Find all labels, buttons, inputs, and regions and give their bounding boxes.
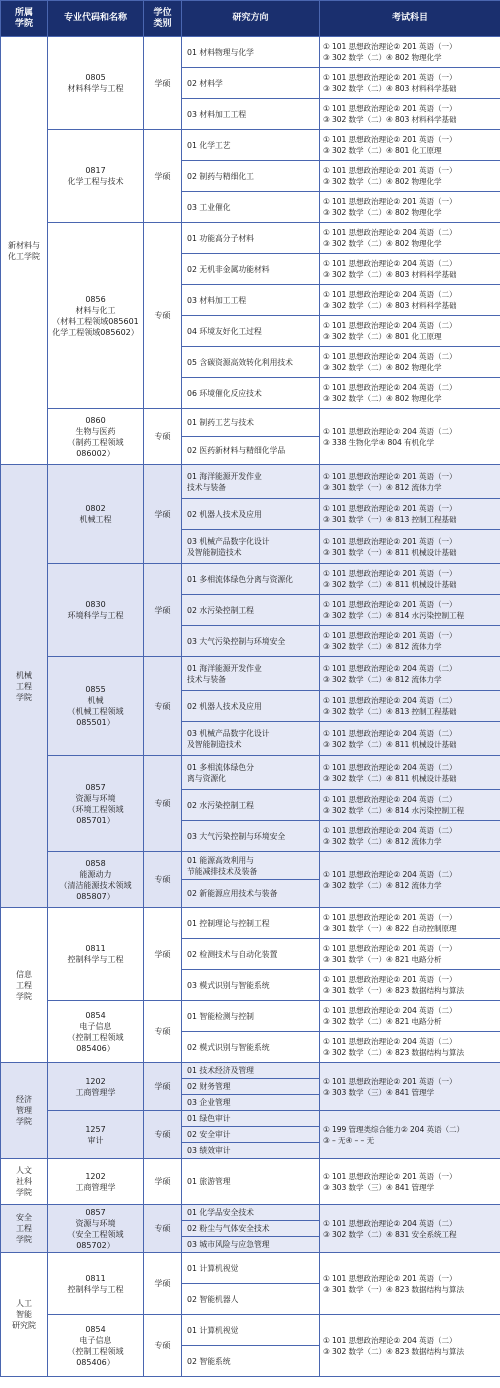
exam-cell: ① 101 思想政治理论② 204 英语（二） ③ 302 数学（二）④ 802 物理化学 [320,347,500,378]
table-row [1,465,500,499]
table-row [1,409,500,437]
college-cell: 机械 工程 学院 [1,465,48,908]
exam-cell: ① 101 思想政治理论② 204 英语（二） ③ 302 数学（二）④ 821 电路分析 [320,1001,500,1032]
table-row [1,130,500,161]
exam-cell: ① 101 思想政治理论② 201 英语（一） ③ 301 数学（一）④ 821 电路分析 [320,939,500,970]
header-row [1,1,500,37]
major-cell: 0860 生物与医药 （制药工程领域 086002） [48,409,144,465]
exam-cell: ① 101 思想政治理论② 204 英语（二） ③ 302 数学（二）④ 812 流体力学 [320,852,500,908]
major-cell: 0858 能源动力 （清洁能源技术领域 085807） [48,852,144,908]
direction-cell: 01 多相流体绿色分 离与资源化 [182,756,320,790]
exam-cell: ① 101 思想政治理论② 201 英语（一） ③ 301 数学（一）④ 822 自动控制原理 [320,908,500,939]
degree-type-cell: 专硕 [144,1315,182,1377]
exam-cell: ① 199 管理类综合能力② 204 英语（二） ③ – 无④ – – 无 [320,1111,500,1159]
exam-cell: ① 101 思想政治理论② 201 英语（一） ③ 302 数学（二）④ 801 化工原理 [320,130,500,161]
exam-cell: ① 101 思想政治理论② 204 英语（二） ③ 338 生物化学④ 804 有机化学 [320,409,500,465]
header-exam: 考试科目 [320,1,500,37]
direction-cell: 02 制药与精细化工 [182,161,320,192]
degree-type-cell: 学硕 [144,37,182,130]
direction-cell: 02 智能系统 [182,1346,320,1377]
direction-cell: 01 智能检测与控制 [182,1001,320,1032]
exam-cell: ① 101 思想政治理论② 204 英语（二） ③ 302 数学（二）④ 812 流体力学 [320,657,500,691]
direction-cell: 03 机械产品数字化设计 及智能制造技术 [182,530,320,564]
exam-cell: ① 101 思想政治理论② 201 英语（一） ③ 302 数学（二）④ 802 物理化学 [320,37,500,68]
degree-type-cell: 专硕 [144,1111,182,1159]
major-cell: 0857 资源与环境 （环境工程领域 085701） [48,756,144,852]
major-cell: 0857 资源与环境 （安全工程领域 085702） [48,1205,144,1253]
exam-cell: ① 101 思想政治理论② 201 英语（一） ③ 302 数学（二）④ 811 机械设计基础 [320,564,500,595]
exam-cell: ① 101 思想政治理论② 201 英语（一） ③ 302 数学（二）④ 803 材料科学基础 [320,99,500,130]
direction-cell: 01 多相流体绿色分离与资源化 [182,564,320,595]
degree-type-cell: 专硕 [144,852,182,908]
direction-cell: 02 水污染控制工程 [182,595,320,626]
major-cell: 0811 控制科学与工程 [48,1253,144,1315]
exam-cell: ① 101 思想政治理论② 201 英语（一） ③ 301 数学（一）④ 812 流体力学 [320,465,500,499]
degree-type-cell: 学硕 [144,564,182,657]
direction-cell: 01 能源高效利用与 节能减排技术及装备 [182,852,320,880]
direction-cell: 02 智能机器人 [182,1284,320,1315]
direction-cell: 03 大气污染控制与环境安全 [182,626,320,657]
table-row [1,1205,500,1221]
direction-cell: 03 企业管理 [182,1095,320,1111]
table-row [1,756,500,790]
direction-cell: 02 检测技术与自动化装置 [182,939,320,970]
exam-cell: ① 101 思想政治理论② 204 英语（二） ③ 302 数学（二）④ 813 控制工程基础 [320,691,500,722]
exam-cell: ① 101 思想政治理论② 201 英语（一） ③ 301 数学（一）④ 823 数据结构与算法 [320,970,500,1001]
major-cell: 0817 化学工程与技术 [48,130,144,223]
major-cell: 0811 控制科学与工程 [48,908,144,1001]
major-cell: 0805 材料科学与工程 [48,37,144,130]
header-college: 所属 学院 [1,1,48,37]
table-row [1,223,500,254]
table-row [1,657,500,691]
major-cell: 1202 工商管理学 [48,1159,144,1205]
college-cell: 安全 工程 学院 [1,1205,48,1253]
table-row [1,908,500,939]
degree-type-cell: 学硕 [144,1063,182,1111]
direction-cell: 02 无机非金属功能材料 [182,254,320,285]
exam-cell: ① 101 思想政治理论② 204 英语（二） ③ 302 数学（二）④ 803 材料科学基础 [320,254,500,285]
exam-cell: ① 101 思想政治理论② 201 英语（一） ③ 302 数学（二）④ 802 物理化学 [320,192,500,223]
major-cell: 1202 工商管理学 [48,1063,144,1111]
degree-type-cell: 学硕 [144,908,182,1001]
table-row [1,564,500,595]
table-row [1,1253,500,1284]
direction-cell: 02 材料学 [182,68,320,99]
exam-cell: ① 101 思想政治理论② 204 英语（二） ③ 302 数学（二）④ 811 机械设计基础 [320,722,500,756]
exam-cell: ① 101 思想政治理论② 201 英语（一） ③ 302 数学（二）④ 812 流体力学 [320,626,500,657]
exam-cell: ① 101 思想政治理论② 201 英语（一） ③ 303 数学（三）④ 841 管理学 [320,1063,500,1111]
table-row [1,1315,500,1346]
table-row [1,1001,500,1032]
direction-cell: 03 机械产品数字化设计 及智能制造技术 [182,722,320,756]
direction-cell: 01 技术经济及管理 [182,1063,320,1079]
direction-cell: 02 安全审计 [182,1127,320,1143]
degree-type-cell: 专硕 [144,223,182,409]
exam-cell: ① 101 思想政治理论② 201 英语（一） ③ 301 数学（一）④ 811 机械设计基础 [320,530,500,564]
direction-cell: 01 绿色审计 [182,1111,320,1127]
major-cell: 0854 电子信息 （控制工程领域 085406） [48,1315,144,1377]
direction-cell: 01 计算机视觉 [182,1253,320,1284]
major-cell: 0855 机械 （机械工程领域 085501） [48,657,144,756]
direction-cell: 01 材料物理与化学 [182,37,320,68]
direction-cell: 02 机器人技术及应用 [182,691,320,722]
direction-cell: 03 材料加工工程 [182,99,320,130]
degree-type-cell: 专硕 [144,409,182,465]
table-row [1,1159,500,1205]
exam-cell: ① 101 思想政治理论② 201 英语（一） ③ 302 数学（二）④ 802 物理化学 [320,161,500,192]
exam-cell: ① 101 思想政治理论② 201 英语（一） ③ 303 数学（三）④ 841 管理学 [320,1159,500,1205]
exam-cell: ① 101 思想政治理论② 201 英语（一） ③ 301 数学（一）④ 813 控制工程基础 [320,499,500,530]
direction-cell: 05 含碳资源高效转化利用技术 [182,347,320,378]
table-row [1,852,500,880]
major-cell: 0854 电子信息 （控制工程领域 085406） [48,1001,144,1063]
direction-cell: 04 环境友好化工过程 [182,316,320,347]
college-cell: 人工 智能 研究院 [1,1253,48,1377]
direction-cell: 03 绩效审计 [182,1143,320,1159]
exam-cell: ① 101 思想政治理论② 204 英语（二） ③ 302 数学（二）④ 814 水污染控制工程 [320,790,500,821]
exam-cell: ① 101 思想政治理论② 204 英语（二） ③ 302 数学（二）④ 811 机械设计基础 [320,756,500,790]
exam-cell: ① 101 思想政治理论② 204 英语（二） ③ 302 数学（二）④ 812 流体力学 [320,821,500,852]
degree-type-cell: 学硕 [144,1159,182,1205]
direction-cell: 01 旅游管理 [182,1159,320,1205]
college-cell: 经济 管理 学院 [1,1063,48,1159]
major-cell: 0802 机械工程 [48,465,144,564]
direction-cell: 03 城市风险与应急管理 [182,1237,320,1253]
major-cell: 1257 审计 [48,1111,144,1159]
direction-cell: 03 模式识别与智能系统 [182,970,320,1001]
direction-cell: 02 水污染控制工程 [182,790,320,821]
direction-cell: 01 控制理论与控制工程 [182,908,320,939]
direction-cell: 01 化学工艺 [182,130,320,161]
direction-cell: 03 大气污染控制与环境安全 [182,821,320,852]
degree-type-cell: 学硕 [144,1253,182,1315]
college-cell: 新材料与 化工学院 [1,37,48,465]
direction-cell: 01 制药工艺与技术 [182,409,320,437]
direction-cell: 01 功能高分子材料 [182,223,320,254]
direction-cell: 01 计算机视觉 [182,1315,320,1346]
direction-cell: 03 工业催化 [182,192,320,223]
college-cell: 信息 工程 学院 [1,908,48,1063]
direction-cell: 02 粉尘与气体安全技术 [182,1221,320,1237]
exam-cell: ① 101 思想政治理论② 204 英语（二） ③ 302 数学（二）④ 801 化工原理 [320,316,500,347]
direction-cell: 02 财务管理 [182,1079,320,1095]
header-major: 专业代码和名称 [48,1,144,37]
table-row [1,37,500,68]
direction-cell: 06 环境催化反应技术 [182,378,320,409]
degree-type-cell: 专硕 [144,657,182,756]
direction-cell: 02 医药新材料与精细化学品 [182,437,320,465]
direction-cell: 01 化学品安全技术 [182,1205,320,1221]
exam-cell: ① 101 思想政治理论② 201 英语（一） ③ 302 数学（二）④ 814 水污染控制工程 [320,595,500,626]
college-cell: 人文 社科 学院 [1,1159,48,1205]
degree-type-cell: 学硕 [144,130,182,223]
exam-cell: ① 101 思想政治理论② 204 英语（二） ③ 302 数学（二）④ 831 安全系统工程 [320,1205,500,1253]
exam-cell: ① 101 思想政治理论② 204 英语（二） ③ 302 数学（二）④ 803 材料科学基础 [320,285,500,316]
degree-type-cell: 专硕 [144,1001,182,1063]
major-cell: 0856 材料与化工 （材料工程领域085601 化学工程领域085602） [48,223,144,409]
direction-cell: 03 材料加工工程 [182,285,320,316]
major-cell: 0830 环境科学与工程 [48,564,144,657]
header-degree-type: 学位 类别 [144,1,182,37]
direction-cell: 02 模式识别与智能系统 [182,1032,320,1063]
direction-cell: 02 新能源应用技术与装备 [182,880,320,908]
degree-type-cell: 学硕 [144,465,182,564]
table-row [1,1111,500,1127]
degree-type-cell: 专硕 [144,1205,182,1253]
table-row [1,1063,500,1079]
direction-cell: 02 机器人技术及应用 [182,499,320,530]
direction-cell: 01 海洋能源开发作业 技术与装备 [182,657,320,691]
exam-cell: ① 101 思想政治理论② 204 英语（二） ③ 302 数学（二）④ 802 物理化学 [320,378,500,409]
exam-cell: ① 101 思想政治理论② 201 英语（一） ③ 302 数学（二）④ 803 材料科学基础 [320,68,500,99]
exam-cell: ① 101 思想政治理论② 201 英语（一） ③ 301 数学（一）④ 823 数据结构与算法 [320,1253,500,1315]
direction-cell: 01 海洋能源开发作业 技术与装备 [182,465,320,499]
exam-cell: ① 101 思想政治理论② 204 英语（二） ③ 302 数学（二）④ 823 数据结构与算法 [320,1032,500,1063]
exam-cell: ① 101 思想政治理论② 204 英语（二） ③ 302 数学（二）④ 823 数据结构与算法 [320,1315,500,1377]
degree-type-cell: 专硕 [144,756,182,852]
header-direction: 研究方向 [182,1,320,37]
exam-cell: ① 101 思想政治理论② 204 英语（二） ③ 302 数学（二）④ 802 物理化学 [320,223,500,254]
